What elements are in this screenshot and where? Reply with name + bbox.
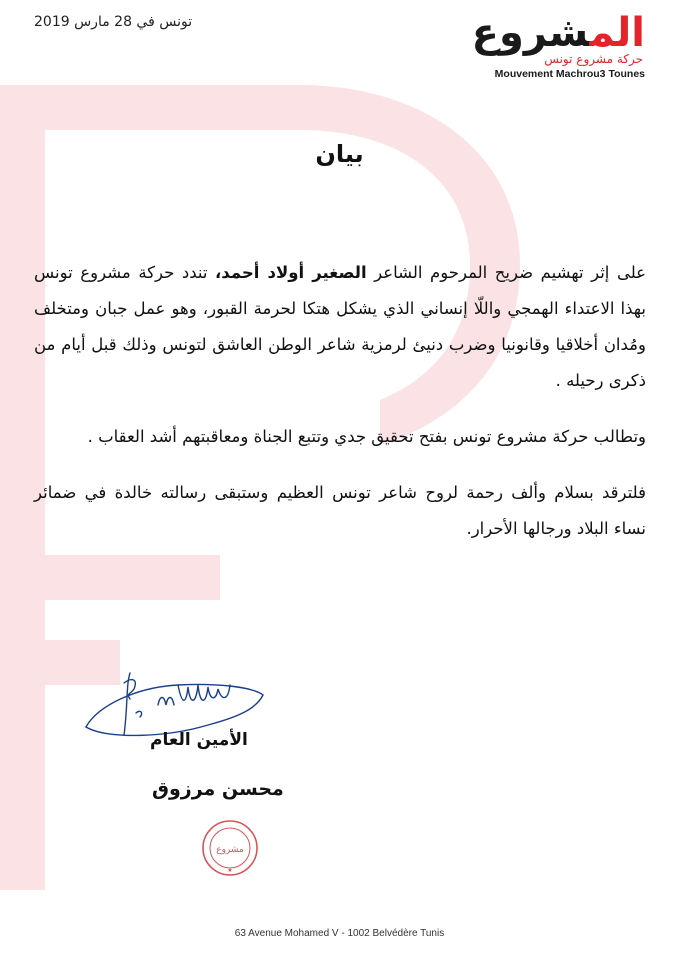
signatory-role: الأمين العام [150, 730, 248, 750]
paragraph-1: على إثر تهشيم ضريح المرحوم الشاعر الصغير أولاد أحمد، تندد حركة مشروع تونس بهذا الاعتداء الهمجي واللّا إنساني الذي يشكل هتكا لحرمة القبور، وهو عمل جبان ومتخلف ومُدان أخلاقيا وقانونيا وضرب دنيئ لرمزية شاعر الوطن العاشق لتونس وذلك قبل أيام من ذكرى رحيله . [34, 263, 646, 390]
svg-text:★: ★ [227, 867, 233, 874]
official-stamp [200, 818, 260, 878]
document-title: بيان [315, 140, 364, 168]
footer-address: 63 Avenue Mohamed V - 1002 Belvédère Tunis [234, 928, 445, 939]
signatory-name: محسن مرزوق [152, 778, 284, 800]
paragraph-3: فلترقد بسلام وألف رحمة لروح شاعر تونس العظيم وستبقى رسالته خالدة في ضمائر نساء البلاد ورجالها الأحرار. [34, 483, 646, 538]
logo-arabic-wordmark: المشروع [471, 10, 645, 56]
logo-french-name: Mouvement Machrou3 Tounes [494, 68, 645, 80]
statement-body [34, 255, 646, 567]
svg-text:مشروع: مشروع [216, 845, 244, 855]
paragraph-2: وتطالب حركة مشروع تونس بفتح تحقيق جدي وتتبع الجناة ومعاقبتهم أشد العقاب . [87, 427, 646, 446]
document-date: تونس في 28 مارس 2019 [34, 14, 193, 30]
brand-logo [445, 10, 645, 80]
poet-name: الصغير أولاد أحمد، [215, 263, 367, 282]
logo-arabic-subtitle: حركة مشروع تونس [544, 52, 643, 66]
